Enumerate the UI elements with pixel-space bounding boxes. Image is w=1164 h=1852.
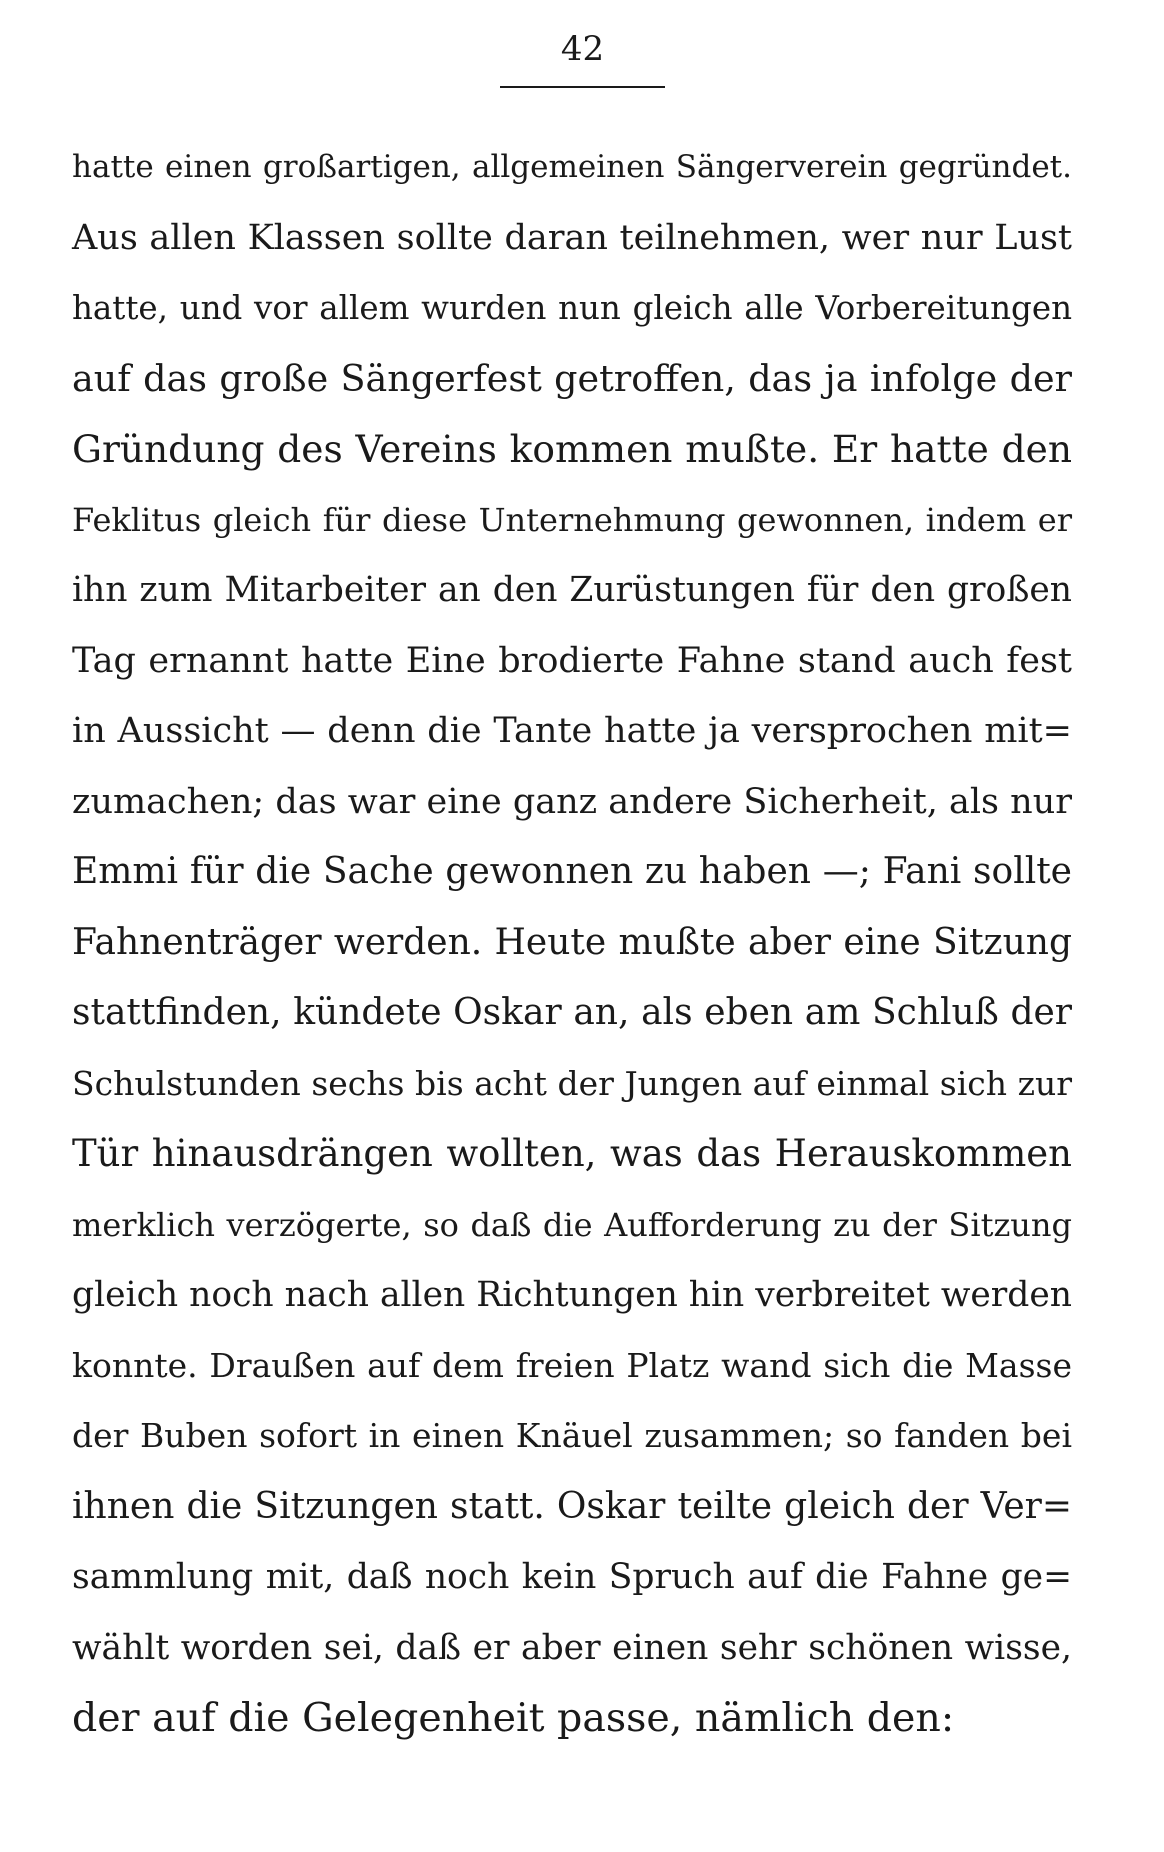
page-number: 42: [560, 29, 605, 69]
text-line: wählt worden sei, daß er aber einen sehr schönen wisse,: [72, 1627, 1072, 1668]
text-line: hatte, und vor allem wurden nun gleich alle Vorbereitungen: [72, 289, 1072, 327]
text-line: Tag ernannt hatte Eine brodierte Fahne stand auch fest: [72, 640, 1072, 681]
text-line: in Aussicht — denn die Tante hatte ja versprochen mit=: [72, 711, 1072, 751]
text-line: Fahnenträger werden. Heute mußte aber eine Sitzung: [72, 921, 1072, 963]
text-line: merklich verzögerte, so daß die Aufforderung zu der Sitzung: [72, 1205, 1072, 1244]
text-line: auf das große Sängerfest getroffen, das ja infolge der: [72, 356, 1072, 400]
text-line: Tür hinausdrängen wollten, was das Herauskommen: [72, 1132, 1072, 1175]
text-line: sammlung mit, daß noch kein Spruch auf die Fahne ge=: [72, 1557, 1072, 1597]
text-line: ihn zum Mitarbeiter an den Zurüstungen für den großen: [72, 570, 1072, 610]
text-line: Gründung des Vereins kommen mußte. Er hatte den: [72, 427, 1072, 471]
text-line: gleich noch nach allen Richtungen hin verbreitet werden: [72, 1275, 1072, 1315]
text-line: konnte. Draußen auf dem freien Platz wand sich die Masse: [72, 1345, 1072, 1385]
text-line: Emmi für die Sache gewonnen zu haben —; Fani sollte: [72, 851, 1072, 892]
text-line: zumachen; das war eine ganz andere Sicherheit, als nur: [72, 781, 1072, 822]
text-line: der Buben sofort in einen Knäuel zusammen; so fanden bei: [72, 1416, 1072, 1455]
body-text: [72, 136, 1072, 1758]
text-line: Aus allen Klassen sollte daran teilnehmen, wer nur Lust: [72, 217, 1072, 258]
text-line: Schulstunden sechs bis acht der Jungen auf einmal sich zur: [72, 1063, 1072, 1103]
text-line: stattfinden, kündete Oskar an, als eben am Schluß der: [72, 992, 1072, 1033]
header-rule: [500, 86, 665, 88]
text-line: Feklitus gleich für diese Unternehmung gewonnen, indem er: [72, 500, 1072, 539]
text-line-last: der auf die Gelegenheit passe, nämlich den:: [72, 1695, 955, 1741]
text-line: hatte einen großartigen, allgemeinen Sängerverein gegründet.: [72, 149, 1072, 185]
text-line: ihnen die Sitzungen statt. Oskar teilte gleich der Ver=: [72, 1485, 1072, 1527]
